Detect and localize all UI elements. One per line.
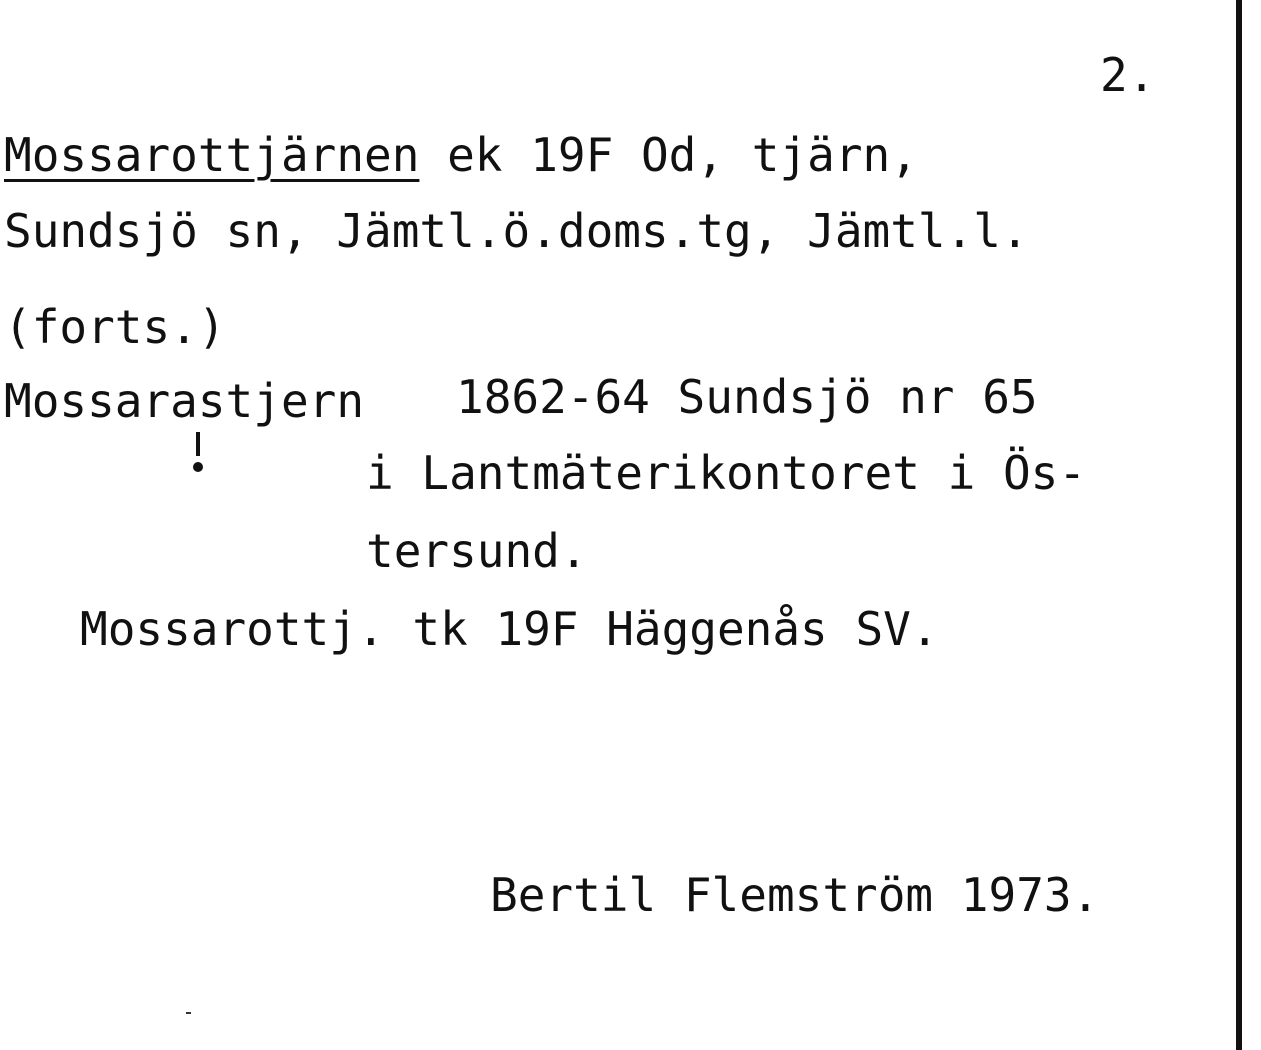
entry-line1-rest: ek 19F Od, tjärn, (419, 128, 918, 182)
signature: Bertil Flemström 1973. (490, 868, 1100, 922)
source-location-line-1: i Lantmäterikontoret i Ös- (366, 446, 1087, 500)
card-edge-line (1236, 0, 1242, 1050)
page-number: 2. (1100, 48, 1156, 102)
continued-note: (forts.) (4, 300, 226, 354)
historical-form: Mossarastjern (4, 374, 365, 428)
entry-heading-line (4, 128, 918, 182)
exclamation-mark-icon (190, 432, 206, 474)
historical-source: 1862-64 Sundsjö nr 65 (456, 370, 1038, 424)
scan-speck (186, 1012, 191, 1014)
source-location-line-2: tersund. (366, 524, 588, 578)
map-form: Mossarottj. tk 19F Häggenås SV. (80, 602, 939, 656)
entry-line-2: Sundsjö sn, Jämtl.ö.doms.tg, Jämtl.l. (4, 204, 1029, 258)
headword: Mossarottjärnen (4, 128, 420, 182)
